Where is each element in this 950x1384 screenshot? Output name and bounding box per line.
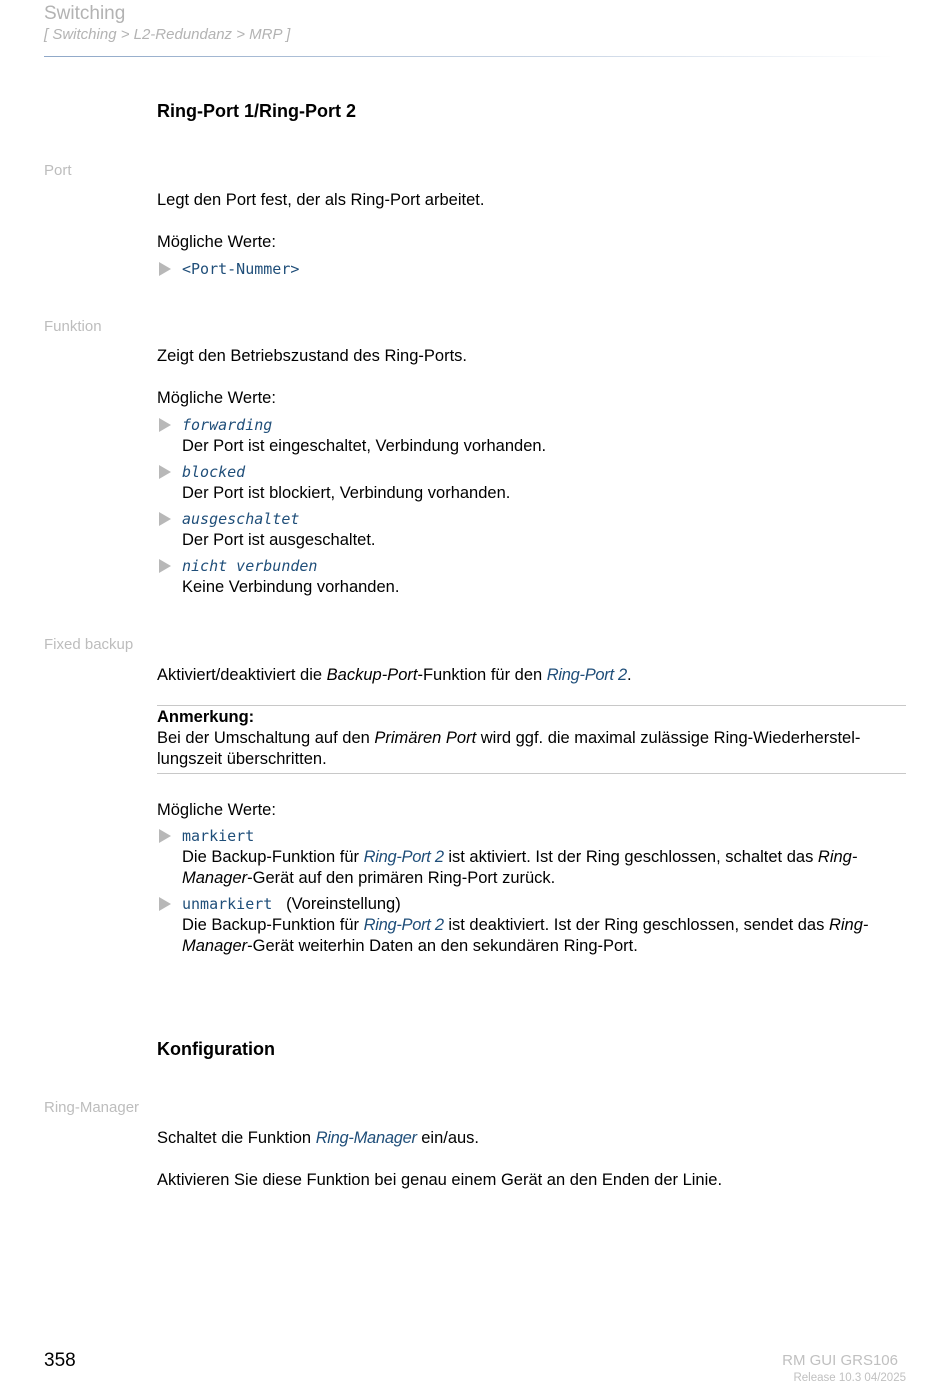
value-code: unmarkiert xyxy=(182,895,273,913)
bullet-triangle-icon xyxy=(159,559,171,573)
footer-release: Release 10.3 04/2025 xyxy=(793,1372,906,1384)
value-description: Der Port ist eingeschaltet, Verbindung vorhanden. xyxy=(182,437,547,455)
port-description: Legt den Port fest, der als Ring-Port arbeitet. xyxy=(157,191,485,209)
bullet-triangle-icon xyxy=(159,897,171,911)
value-code: markiert xyxy=(182,827,255,845)
default-marker: (Voreinstellung) xyxy=(286,895,401,913)
header-divider xyxy=(44,56,894,57)
side-label-port: Port xyxy=(44,162,72,179)
fixed-backup-values-label: Mögliche Werte: xyxy=(157,801,276,819)
bullet-triangle-icon xyxy=(159,262,171,276)
list-item-nicht-verbunden xyxy=(157,556,907,598)
page-number: 358 xyxy=(44,1350,76,1371)
value-code: blocked xyxy=(182,463,246,481)
value-description: Keine Verbindung vorhanden. xyxy=(182,578,400,596)
bullet-triangle-icon xyxy=(159,465,171,479)
link-ring-port-2[interactable]: Ring-Port 2 xyxy=(546,666,627,684)
bullet-triangle-icon xyxy=(159,829,171,843)
note-divider-bottom xyxy=(157,773,906,774)
footer-product: RM GUI GRS106 xyxy=(782,1352,898,1369)
port-values-label: Mögliche Werte: xyxy=(157,233,276,251)
ring-manager-description: Schaltet die Funktion Ring-Manager ein/aus. xyxy=(157,1129,480,1147)
bullet-triangle-icon xyxy=(159,512,171,526)
header-title: Switching xyxy=(44,3,126,24)
link-ring-manager[interactable]: Ring-Manager xyxy=(315,1129,417,1147)
list-item-ausgeschaltet xyxy=(157,509,907,551)
note-box xyxy=(157,707,907,770)
breadcrumb: [ Switching > L2-Redundanz > MRP ] xyxy=(44,26,291,43)
value-code: <Port-Nummer> xyxy=(182,260,300,278)
fixed-backup-description: Aktiviert/deaktiviert die Backup-Port-Funktion für den Ring-Port 2. xyxy=(157,666,632,684)
list-item-forwarding xyxy=(157,415,907,457)
note-text: Bei der Umschaltung auf den Primären Port wird ggf. die maximal zulässige Ring-Wiederherstel- lungszeit überschritten. xyxy=(157,729,861,768)
side-label-funktion: Funktion xyxy=(44,318,102,335)
section-heading-ring-port: Ring-Port 1/Ring-Port 2 xyxy=(157,101,356,121)
list-item-markiert xyxy=(157,826,907,889)
bullet-triangle-icon xyxy=(159,418,171,432)
value-description: Die Backup-Funktion für Ring-Port 2 ist aktiviert. Ist der Ring geschlossen, schaltet das Ring- Manager-Gerät auf den primären Ring-Port zurück. xyxy=(182,848,858,887)
link-ring-port-2[interactable]: Ring-Port 2 xyxy=(363,916,444,934)
side-label-ring-manager: Ring-Manager xyxy=(44,1099,140,1116)
side-label-fixed-backup: Fixed backup xyxy=(44,636,134,653)
funktion-values-label: Mögliche Werte: xyxy=(157,389,276,407)
section-heading-konfiguration: Konfiguration xyxy=(157,1039,275,1059)
value-code: forwarding xyxy=(182,416,273,434)
note-divider-top xyxy=(157,705,906,706)
list-item-port-value xyxy=(157,259,907,280)
value-description: Der Port ist blockiert, Verbindung vorhanden. xyxy=(182,484,511,502)
list-item-unmarkiert xyxy=(157,894,907,957)
list-item-blocked xyxy=(157,462,907,504)
value-code: nicht verbunden xyxy=(182,557,318,575)
ring-manager-hint: Aktivieren Sie diese Funktion bei genau einem Gerät an den Enden der Linie. xyxy=(157,1171,723,1189)
value-code: ausgeschaltet xyxy=(182,510,300,528)
link-ring-port-2[interactable]: Ring-Port 2 xyxy=(363,848,444,866)
value-description: Der Port ist ausgeschaltet. xyxy=(182,531,376,549)
funktion-description: Zeigt den Betriebszustand des Ring-Ports. xyxy=(157,347,467,365)
note-title: Anmerkung: xyxy=(157,708,255,726)
value-description: Die Backup-Funktion für Ring-Port 2 ist deaktiviert. Ist der Ring geschlossen, sendet das Ring- Manager-Gerät weiterhin Daten an den sekundären Ring-Port. xyxy=(182,916,869,955)
